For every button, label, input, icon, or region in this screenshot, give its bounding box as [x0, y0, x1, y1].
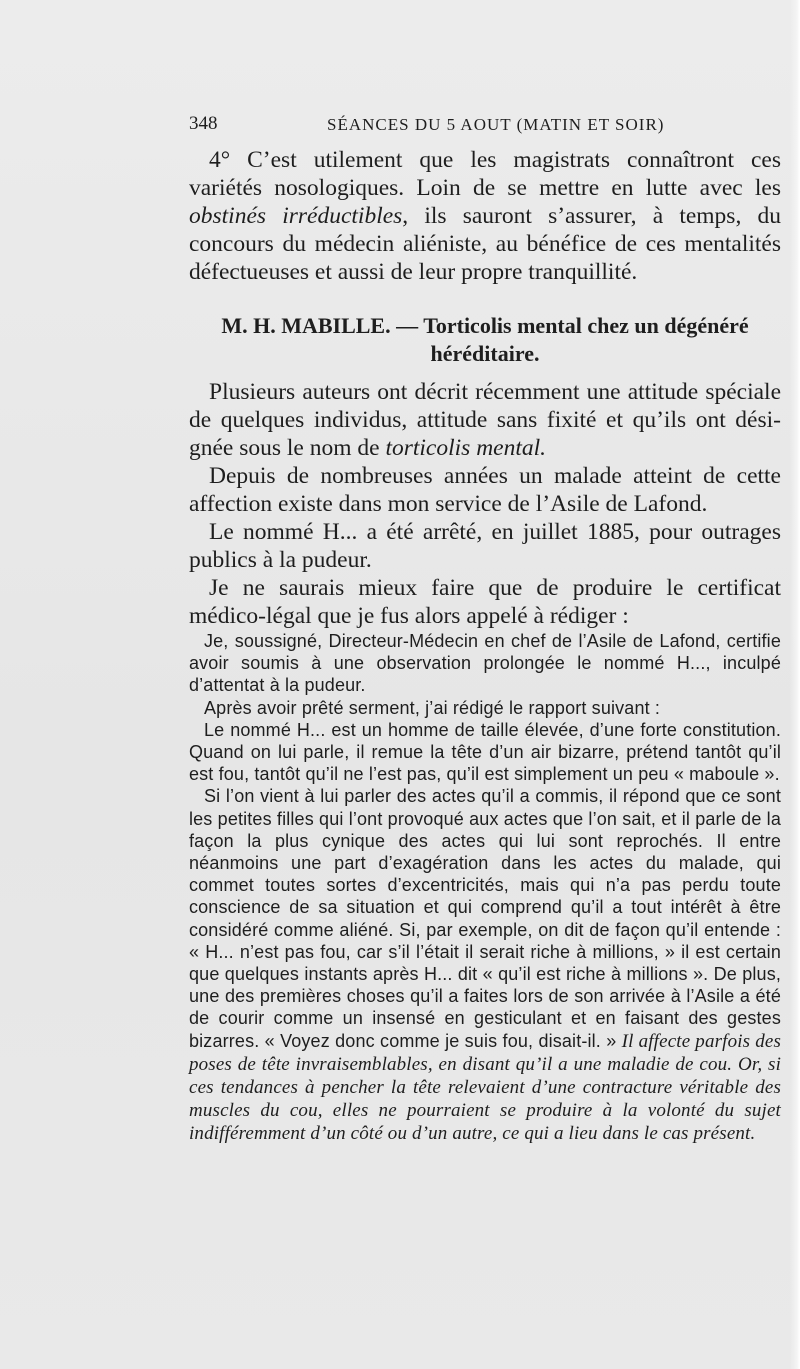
body-p1-italic: torticolis mental. — [385, 435, 547, 461]
body-text — [189, 378, 781, 630]
intro-text-b: , ils sauront s’assurer, à temps, du concours du médecin aliéniste, au bénéfice de ces mentalités défectueuses et aussi de leur propre tranquillité. — [189, 203, 781, 285]
certificate-paragraph-4 — [189, 785, 781, 1145]
title-line-2: héréditaire. — [430, 341, 540, 366]
certificate-paragraph-2: Après avoir prêté serment, j’ai rédigé le rapport suivant : — [204, 697, 661, 718]
intro-text-a: 4° C’est utilement que les magistrats connaîtront ces variétés nosologiques. Loin de se mettre en lutte avec les — [189, 147, 781, 201]
body-paragraph-4: Je ne saurais mieux faire que de produire le certificat médico-légal que je fus alors appelé à rédiger : — [189, 575, 781, 629]
intro-paragraph — [189, 146, 781, 286]
intro-italic: obstinés irréductibles — [189, 203, 403, 229]
certificate-text — [189, 630, 781, 1146]
intro-text — [189, 146, 781, 286]
title-line-1: M. H. MABILLE. — Torticolis mental chez un dégénéré — [221, 313, 749, 338]
body-paragraph-1 — [189, 378, 781, 462]
running-header — [189, 113, 781, 139]
body-paragraph-3: Le nommé H... a été arrêté, en juillet 1885, pour outrages publics à la pudeur. — [189, 519, 781, 573]
body-paragraph-2: Depuis de nombreuses années un malade atteint de cette affection existe dans mon service de l’Asile de Lafond. — [189, 463, 781, 517]
section-title — [189, 312, 781, 368]
page-edge — [790, 0, 800, 1369]
certificate-p4-text: Si l’on vient à lui parler des actes qu’il a commis, il répond que ce sont les petites filles qui l’ont provoqué aux actes que l’on sait, et il parle de la façon la plus cynique des actes qui lui sont reprochés. Il entre néanmoins une part d’exagération dans les actes du malade, qui commet toutes sortes d’excentricités, mais qui n’a pas perdu toute conscience de sa situation et qui comprend qu’il a tout intérêt à être considéré comme aliéné. Si, par exemple, on dit de façon qu’il entende : « H... n’est pas fou, car s’il l’était il serait riche à millions, » il est certain que quelques instants après H... dit « qu’il est riche à millions ». De plus, une des premières choses qu’il a faites lors de son arrivée à l’Asile a été de courir comme un insensé en gesticulant et en faisant des gestes bizarres. « Voyez donc comme je suis fou, disait-il. » — [189, 786, 781, 1051]
certificate-paragraph-1: Je, soussigné, Directeur-Médecin en chef de l’Asile de Lafond, certifie avoir soumis à une observation prolongée le nommé H..., inculpé d’attentat à la pudeur. — [189, 631, 781, 696]
running-title: SÉANCES DU 5 AOUT (MATIN ET SOIR) — [327, 115, 665, 134]
body-p1-text: Plusieurs auteurs ont décrit récemment une attitude spéciale de quelques individus, attitude sans fixité et qu’ils ont désignée sous le nom de — [189, 379, 781, 461]
certificate-paragraph-3: Le nommé H... est un homme de taille élevée, d’une forte constitution. Quand on lui parle, il remue la tête d’un air bizarre, prétend tantôt qu’il est fou, tantôt qu’il ne l’est pas, qu’il est simplement un peu « maboule ». — [189, 719, 781, 785]
page-number: 348 — [189, 113, 218, 134]
certificate-p4-italic: Il affecte parfois des poses de tête invraisemblables, en disant qu’il a une maladie de cou. Or, si ces tendances à pencher la tête relevaient d’une contracture véritable des muscles du cou, elles ne pourraient se produire à la volonté du sujet indifféremment d’un côté ou d’un autre, ce qui a lieu dans le cas présent. — [189, 1030, 782, 1145]
